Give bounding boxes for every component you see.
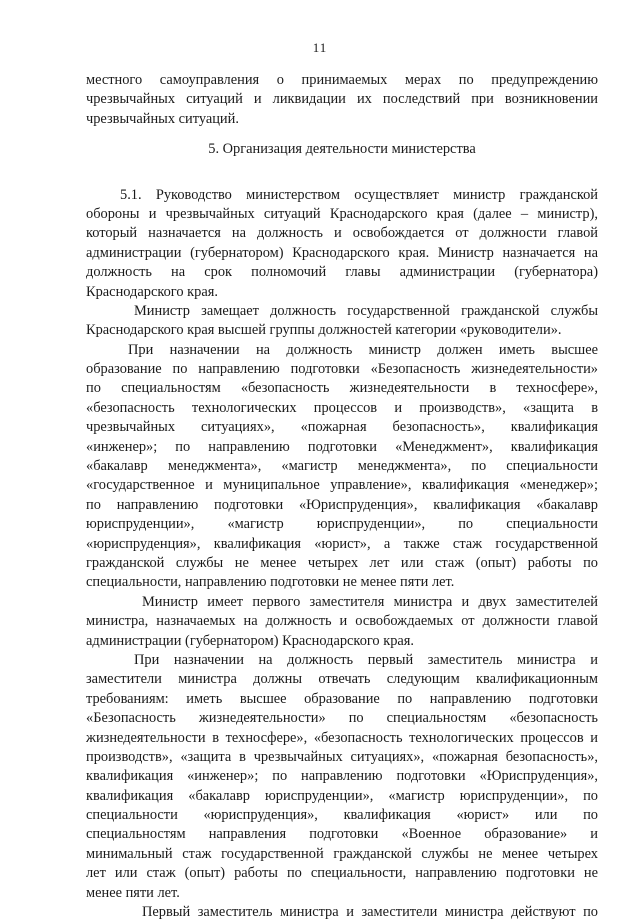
text-line: «безопасность технологических процессов и производств», «защита в <box>86 399 598 416</box>
text-line: специальностям направления подготовки «Военное образование» и <box>86 826 598 843</box>
text-line: «Безопасность жизнедеятельности» по специальностям «безопасность <box>86 710 598 727</box>
text-line: Первый заместитель министра и заместители министра действуют по <box>142 904 598 921</box>
text-line: менее пяти лет. <box>86 884 180 901</box>
paragraph-deputies <box>86 593 598 651</box>
page-number: 11 <box>312 40 328 55</box>
text-line: производств», «защита в чрезвычайных ситуациях», «пожарная безопасность», <box>86 748 598 765</box>
text-line: юриспруденции», «магистр юриспруденции», по специальности <box>86 516 598 533</box>
text-line: «бакалавр менеджмента», «магистр менеджмента», по специальности <box>86 458 598 475</box>
text-line: администрации (губернатором) Краснодарского края. <box>86 632 415 649</box>
text-line: минимальный стаж государственной гражданской службы не менее четырех <box>86 845 598 862</box>
text-line: должность на срок полномочий главы администрации (губернатора) <box>86 264 598 281</box>
text-line: министра, назначаемых на должность и освобождаемых от должности главой <box>86 613 598 630</box>
paragraph-deputies-requirements <box>86 651 598 903</box>
text-line: 5.1. Руководство министерством осуществляет министр гражданской <box>120 186 598 203</box>
text-line: квалификация «инженер»; по направлению подготовки «Юриспруденция», <box>86 768 598 785</box>
text-line: Министр замещает должность государственной гражданской службы <box>134 302 598 319</box>
text-line: администрации (губернатором) Краснодарского края. Министр назначается на <box>86 244 598 261</box>
paragraph-first-deputy <box>86 903 598 922</box>
paragraph-minister-requirements <box>86 341 598 593</box>
intro-paragraph <box>86 71 598 129</box>
text-line: При назначении на должность министр должен иметь высшее <box>128 341 598 358</box>
text-line: «юриспруденция», квалификация «юрист», а также стаж государственной <box>86 535 598 552</box>
paragraph-5-1 <box>86 186 598 302</box>
text-line: Министр имеет первого заместителя министра и двух заместителей <box>142 593 598 610</box>
text-line: квалификация «бакалавр юриспруденции», «магистр юриспруденции», по <box>86 787 598 804</box>
text-line: При назначении на должность первый заместитель министра и <box>134 651 598 668</box>
text-line: заместители министра должны отвечать следующим квалификационным <box>86 671 598 688</box>
text-line: лет или стаж (опыт) работы по специальности, направлению подготовки не <box>86 865 598 882</box>
text-line: по специальностям «безопасность жизнедеятельности в техносфере», <box>86 380 598 397</box>
text-line: гражданской службы не менее четырех лет или стаж (опыт) работы по <box>86 554 598 571</box>
paragraph-minister-position <box>86 302 598 341</box>
section-heading: 5. Организация деятельности министерства <box>208 141 476 158</box>
text-line: «инженер»; по направлению подготовки «Менеджмент», квалификация <box>86 438 598 455</box>
text-line: обороны и чрезвычайных ситуаций Краснодарского края (далее – министр), <box>86 205 598 222</box>
text-line: жизнедеятельности в техносфере», «безопасность технологических процессов и <box>86 729 598 746</box>
text-line: требованиям: иметь высшее образование по направлению подготовки <box>86 690 598 707</box>
text-line: специальности «юриспруденция», квалификация «юрист» или по <box>86 807 598 824</box>
text-line: «государственное и муниципальное управление», квалификация «менеджер»; <box>86 477 598 494</box>
text-line: чрезвычайных ситуаций. <box>86 110 239 127</box>
text-line: чрезвычайных ситуациях», «пожарная безопасность», квалификация <box>86 419 598 436</box>
document-body <box>86 71 598 922</box>
text-line: местного самоуправления о принимаемых мерах по предупреждению <box>86 72 598 88</box>
text-line: Краснодарского края. <box>86 283 218 300</box>
text-line: чрезвычайных ситуаций и ликвидации их последствий при возникновении <box>86 91 598 108</box>
text-line: который назначается на должность и освобождается от должности главой <box>86 225 598 242</box>
text-line: специальности, направлению подготовки не менее пяти лет. <box>86 574 455 591</box>
text-line: Краснодарского края высшей группы должностей категории «руководители». <box>86 322 562 339</box>
text-line: по направлению подготовки «Юриспруденция», квалификация «бакалавр <box>86 496 598 513</box>
text-line: образование по направлению подготовки «Безопасность жизнедеятельности» <box>86 361 598 378</box>
